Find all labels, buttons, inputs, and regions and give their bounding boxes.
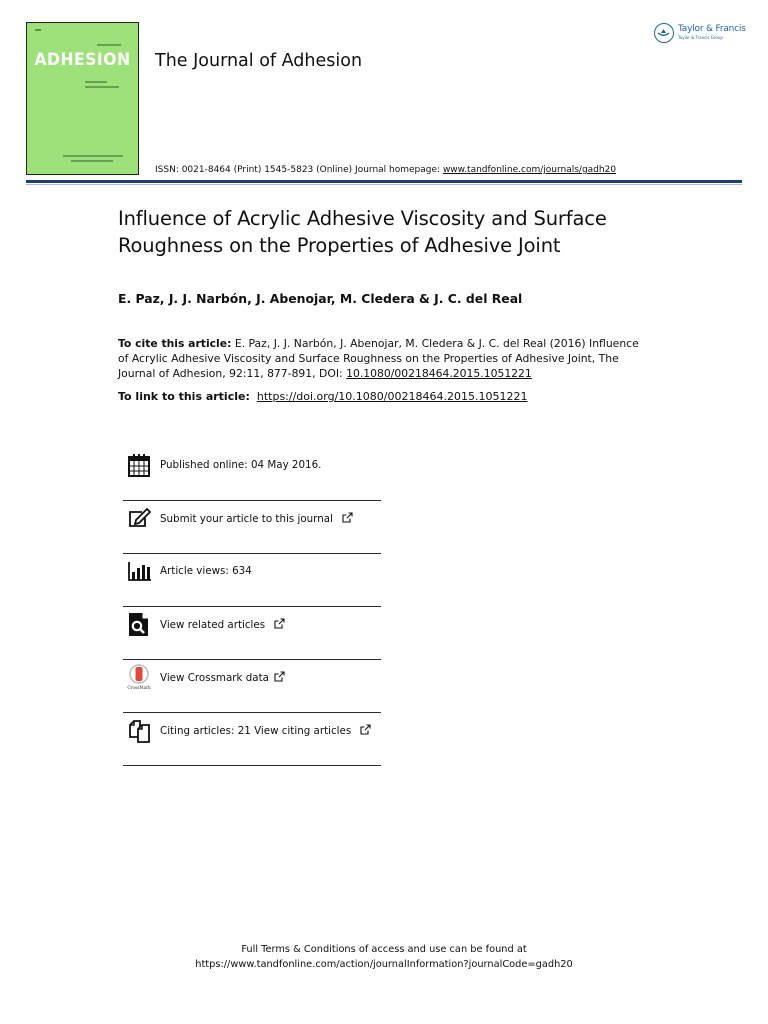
journal-homepage-link[interactable]: www.tandfonline.com/journals/gadh20 (442, 165, 617, 175)
footer-terms-url[interactable]: https://www.tandfonline.com/action/journalInformation?journalCode=gadh20 (195, 959, 573, 970)
external-link-icon (274, 618, 285, 629)
edit-icon (127, 505, 151, 531)
crossmark-icon (127, 664, 151, 690)
external-link-icon (274, 671, 285, 682)
published-row (123, 448, 381, 501)
cite-label: To cite this article: (118, 337, 232, 350)
publisher-logo-icon (654, 23, 674, 43)
cover-line (97, 44, 121, 46)
cite-doi-link[interactable]: 10.1080/00218464.2015.1051221 (346, 367, 532, 380)
cover-line (71, 160, 113, 162)
cover-line (85, 81, 107, 83)
issn-line (155, 165, 616, 175)
submit-row[interactable] (123, 501, 381, 554)
citing-label: Citing articles: 21 View citing articles (160, 725, 352, 737)
journal-cover (26, 22, 139, 175)
views-row (123, 554, 381, 607)
publisher-name: Taylor & Francis (678, 24, 746, 34)
related-row[interactable] (123, 607, 381, 660)
external-link-icon (360, 724, 371, 735)
cite-text: E. Paz, J. J. Narbón, J. Abenojar, M. Cledera & J. C. del Real (2016) Influence of Acrylic Adhesive Viscosity and Surface Roughness on the Properties of Adhesive Joint, The Journal of Adhesion, 92:11, 877-891, DOI: (118, 337, 639, 380)
calendar-icon (127, 452, 151, 478)
citing-documents-icon (127, 717, 151, 743)
header-rule (26, 180, 742, 183)
citing-row[interactable] (123, 713, 381, 766)
related-search-icon (127, 611, 151, 637)
article-doi-link[interactable]: https://doi.org/10.1080/00218464.2015.1051221 (256, 390, 528, 403)
citation (118, 336, 646, 381)
article-title: Influence of Acrylic Adhesive Viscosity and Surface Roughness on the Properties of Adhesive Joint (118, 207, 607, 257)
publisher-subtitle: Taylor & Francis Group (678, 35, 723, 40)
submit-article-link[interactable] (160, 512, 353, 525)
crossmark-text: View Crossmark data (160, 672, 269, 684)
related-label: View related articles (160, 619, 266, 631)
crossmark-label: CrossMark (127, 685, 151, 690)
article-info-panel (123, 448, 381, 766)
citing-articles-link[interactable] (160, 724, 371, 737)
published-date: Published online: 04 May 2016. (160, 459, 322, 471)
cover-mark (35, 29, 41, 31)
footer-terms: Full Terms & Conditions of access and use can be found at (241, 944, 527, 955)
cover-line (85, 86, 119, 88)
external-link-icon (342, 512, 353, 523)
journal-title: The Journal of Adhesion (155, 51, 363, 71)
authors: E. Paz, J. J. Narbón, J. Abenojar, M. Cledera & J. C. del Real (118, 291, 523, 306)
submit-label: Submit your article to this journal (160, 513, 333, 525)
bar-chart-icon (127, 558, 151, 584)
link-label: To link to this article: (118, 390, 250, 403)
header-rule-secondary (26, 184, 742, 185)
footer (0, 942, 768, 972)
article-link-row (118, 390, 527, 403)
issn-text: ISSN: 0021-8464 (Print) 1545-5823 (Online) Journal homepage: (155, 165, 441, 175)
related-articles-link[interactable] (160, 618, 285, 631)
publisher-wave-icon (655, 24, 672, 41)
cover-line (63, 155, 123, 157)
cover-title: ADHESION (34, 50, 131, 70)
article-views: Article views: 634 (160, 565, 252, 577)
crossmark-link[interactable] (160, 671, 285, 684)
crossmark-row[interactable] (123, 660, 381, 713)
